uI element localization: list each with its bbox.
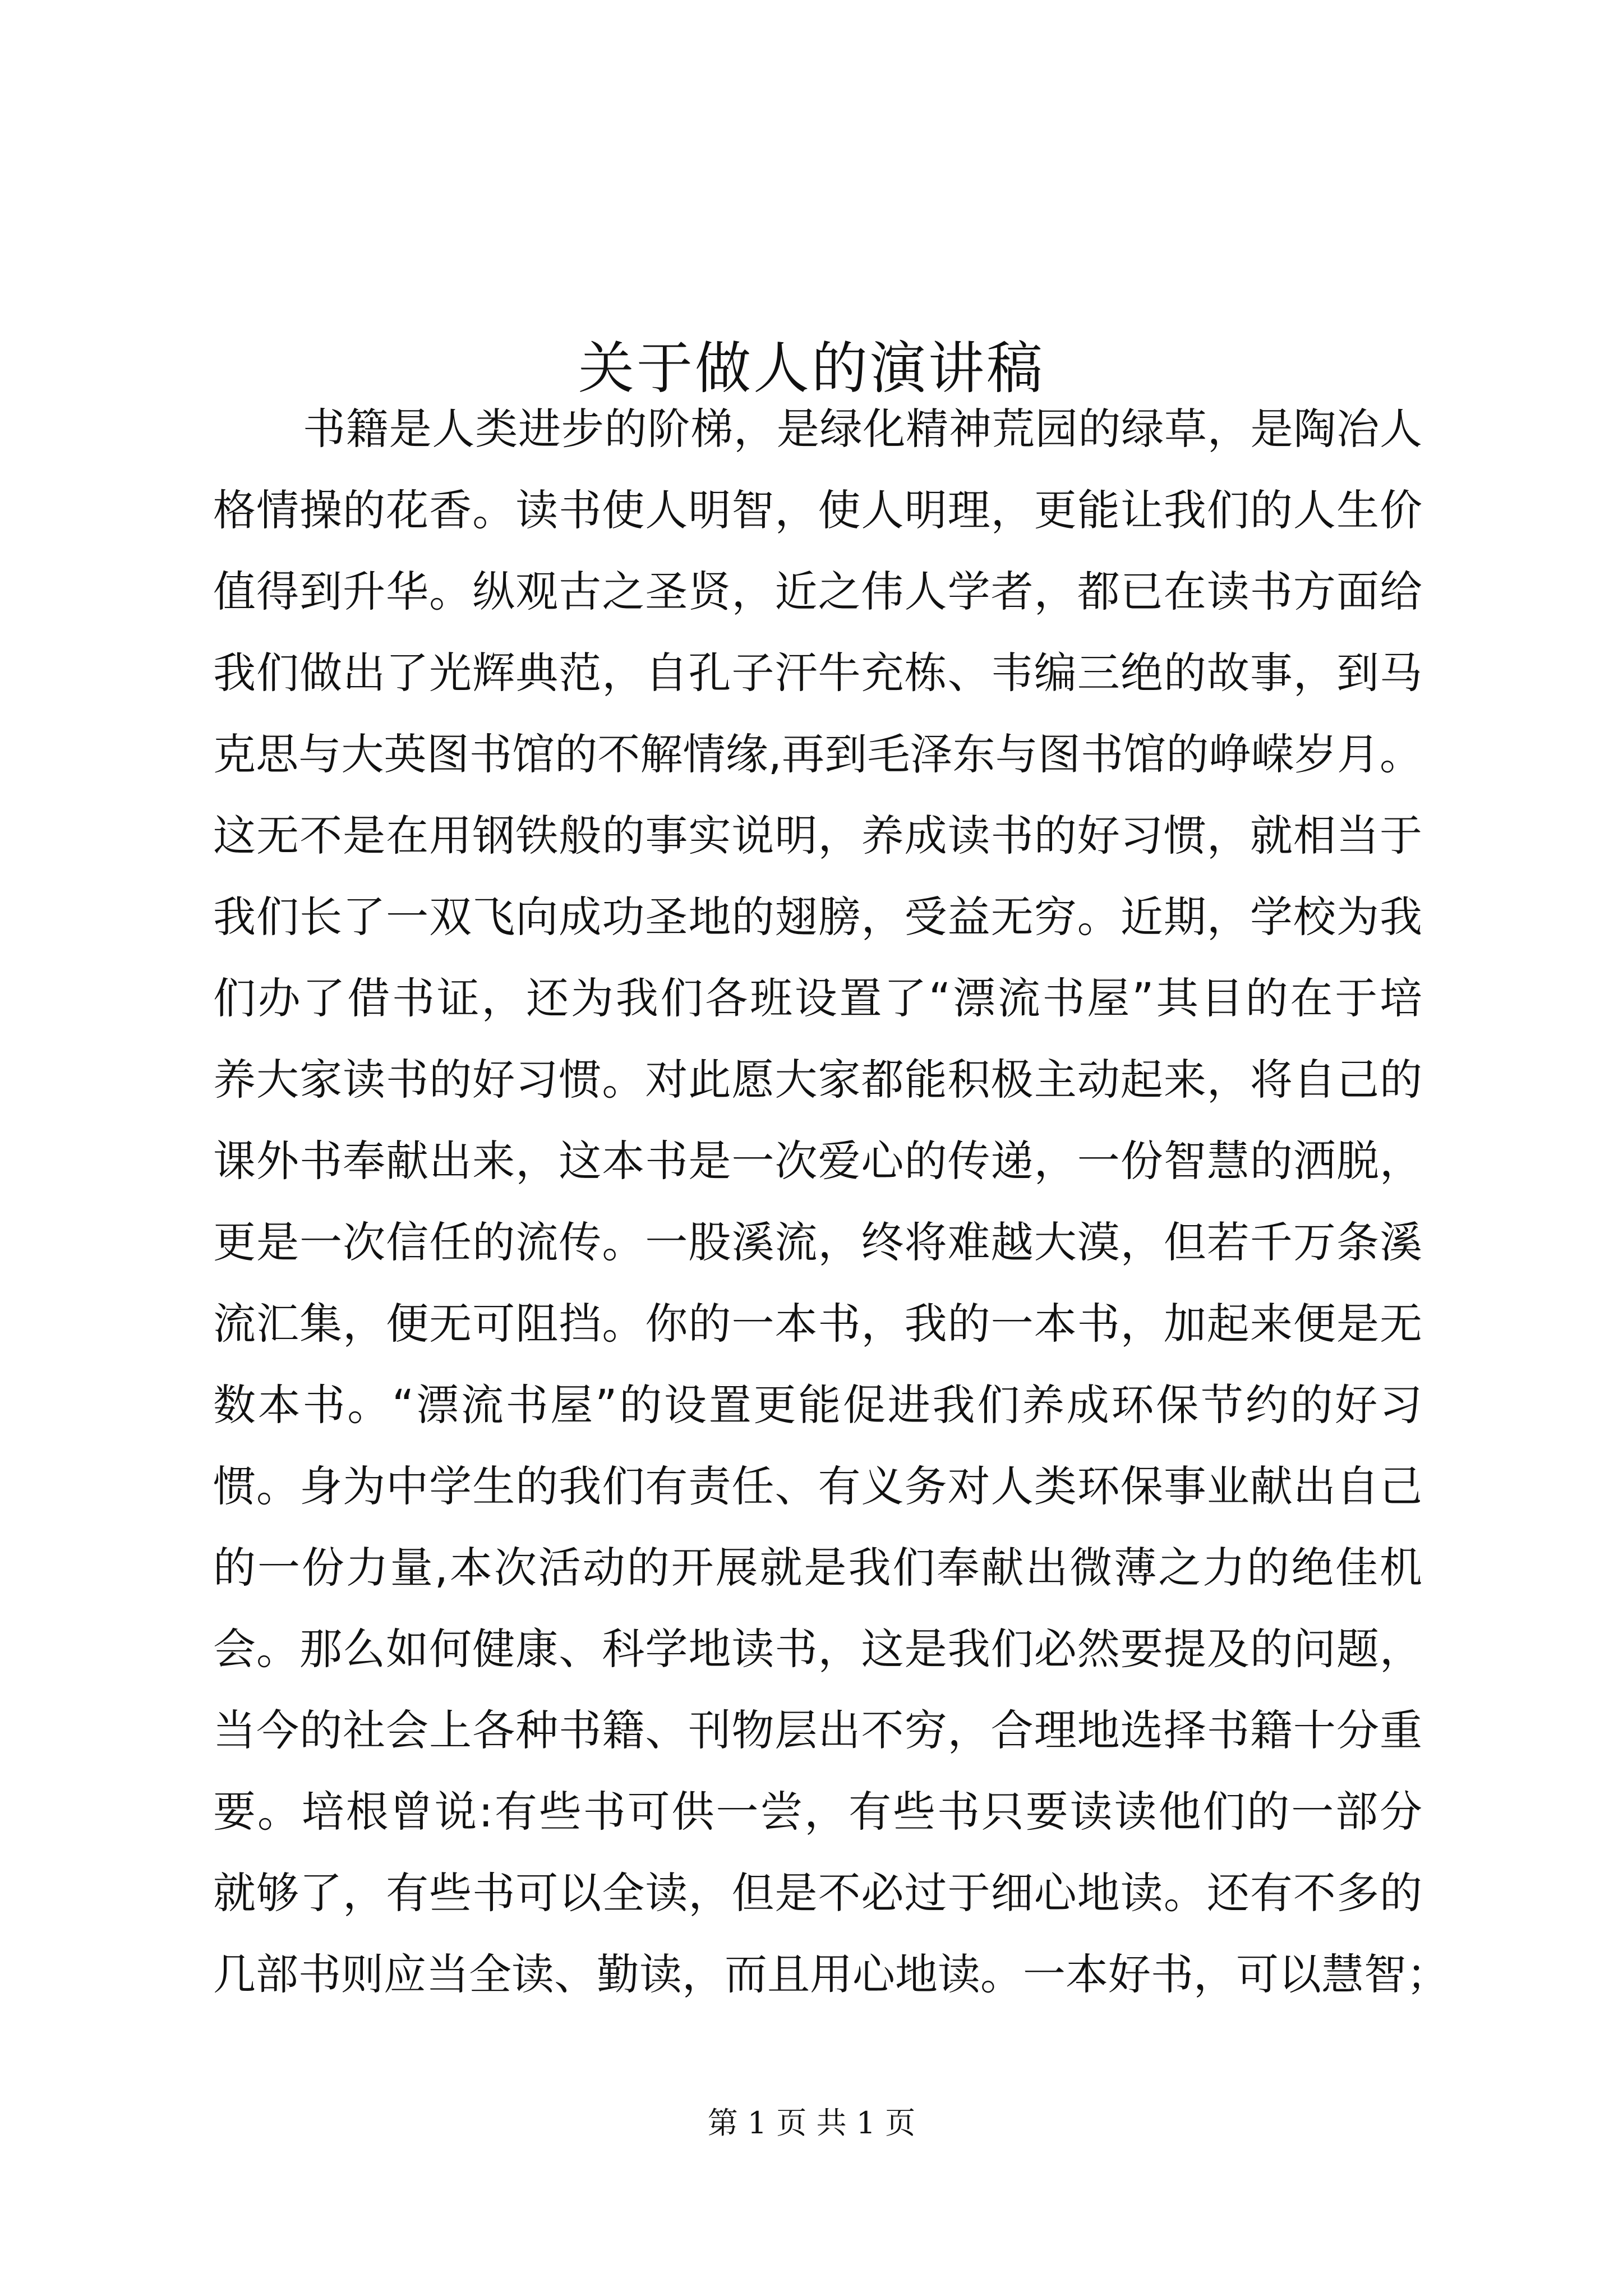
paragraph-line: 当今的社会上各种书籍、刊物层出不穷，合理地选择书籍十分重 [213,1705,1422,1755]
paragraph-line: 就够了，有些书可以全读，但是不必过于细心地读。还有不多的 [213,1868,1422,1918]
paragraph-line: 们办了借书证，还为我们各班设置了“漂流书屋”其目的在于培 [213,973,1422,1023]
paragraph-line: 格情操的花香。读书使人明智，使人明理，更能让我们的人生价 [213,485,1422,535]
paragraph-line: 这无不是在用钢铁般的事实说明，养成读书的好习惯，就相当于 [213,811,1422,861]
paragraph-line: 的一份力量,本次活动的开展就是我们奉献出微薄之力的绝佳机 [213,1543,1422,1593]
paragraph-line: 要。培根曾说:有些书可供一尝，有些书只要读读他们的一部分 [213,1787,1422,1837]
paragraph-line: 克思与大英图书馆的不解情缘,再到毛泽东与图书馆的峥嵘岁月。 [213,729,1422,779]
paragraph-line: 会。那么如何健康、科学地读书，这是我们必然要提及的问题， [213,1624,1422,1674]
paragraph-line: 值得到升华。纵观古之圣贤，近之伟人学者，都已在读书方面给 [213,567,1422,616]
document-title: 关于做人的演讲稿 [578,335,1045,401]
paragraph-line: 更是一次信任的流传。一股溪流，终将难越大漠，但若千万条溪 [213,1217,1422,1267]
paragraph-line: 数本书。“漂流书屋”的设置更能促进我们养成环保节约的好习 [213,1380,1422,1430]
paragraph-line: 养大家读书的好习惯。对此愿大家都能积极主动起来，将自己的 [213,1055,1422,1105]
paragraph-line: 书籍是人类进步的阶梯，是绿化精神荒园的绿草，是陶冶人 [303,404,1422,454]
paragraph-line: 课外书奉献出来，这本书是一次爱心的传递，一份智慧的洒脱， [213,1136,1422,1186]
paragraph-line: 我们做出了光辉典范，自孔子汗牛充栋、韦编三绝的故事，到马 [213,648,1422,698]
page-footer: 第 1 页 共 1 页 [707,2105,916,2141]
paragraph-line: 几部书则应当全读、勤读，而且用心地读。一本好书，可以慧智； [213,1949,1449,1999]
paragraph-line: 我们长了一双飞向成功圣地的翅膀，受益无穷。近期，学校为我 [213,892,1422,942]
paragraph-line: 流汇集，便无可阻挡。你的一本书，我的一本书，加起来便是无 [213,1299,1422,1349]
paragraph-line: 惯。身为中学生的我们有责任、有义务对人类环保事业献出自己 [213,1461,1422,1511]
